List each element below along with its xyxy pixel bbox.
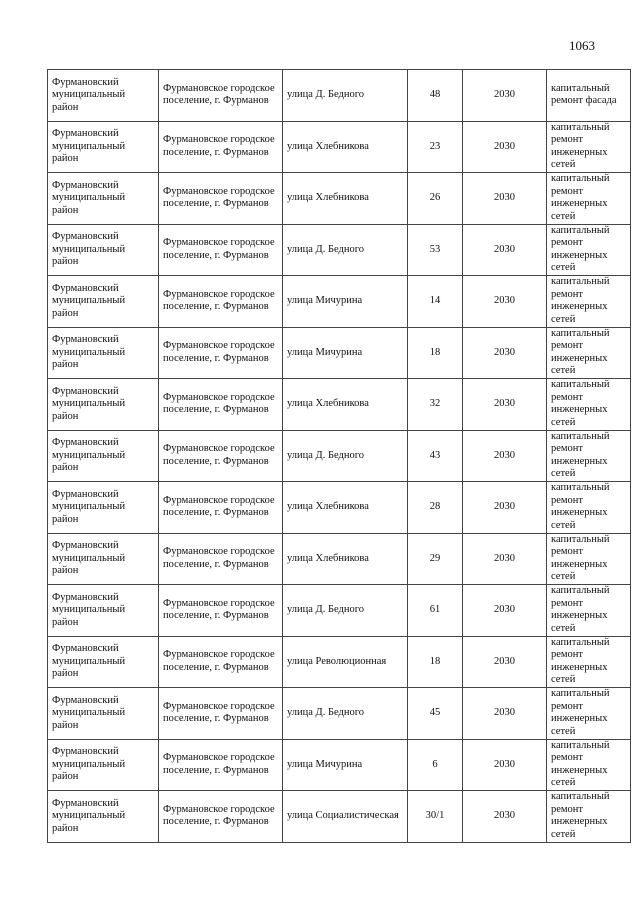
- work-type-cell: капитальный ремонт инженерных сетей: [547, 585, 631, 637]
- work-type-cell: капитальный ремонт инженерных сетей: [547, 121, 631, 173]
- street-cell: улица Хлебникова: [283, 121, 408, 173]
- settlement-cell: Фурмановское городское поселение, г. Фурманов: [159, 688, 283, 740]
- house-number-cell: 48: [408, 70, 463, 122]
- district-cell: Фурмановский муниципальный район: [48, 121, 159, 173]
- settlement-cell: Фурмановское городское поселение, г. Фурманов: [159, 482, 283, 534]
- work-type-cell: капитальный ремонт инженерных сетей: [547, 276, 631, 328]
- year-cell: 2030: [463, 791, 547, 843]
- house-number-cell: 28: [408, 482, 463, 534]
- table-row: [48, 121, 631, 173]
- district-cell: Фурмановский муниципальный район: [48, 739, 159, 791]
- street-cell: улица Д. Бедного: [283, 688, 408, 740]
- work-type-cell: капитальный ремонт инженерных сетей: [547, 327, 631, 379]
- street-cell: улица Мичурина: [283, 276, 408, 328]
- street-cell: улица Хлебникова: [283, 173, 408, 225]
- settlement-cell: Фурмановское городское поселение, г. Фурманов: [159, 327, 283, 379]
- house-number-cell: 53: [408, 224, 463, 276]
- table-row: [48, 224, 631, 276]
- work-type-cell: капитальный ремонт инженерных сетей: [547, 379, 631, 431]
- year-cell: 2030: [463, 276, 547, 328]
- table-row: [48, 585, 631, 637]
- settlement-cell: Фурмановское городское поселение, г. Фурманов: [159, 379, 283, 431]
- district-cell: Фурмановский муниципальный район: [48, 791, 159, 843]
- street-cell: улица Д. Бедного: [283, 224, 408, 276]
- work-type-cell: капитальный ремонт инженерных сетей: [547, 533, 631, 585]
- work-type-cell: капитальный ремонт инженерных сетей: [547, 173, 631, 225]
- year-cell: 2030: [463, 533, 547, 585]
- table-row: [48, 173, 631, 225]
- settlement-cell: Фурмановское городское поселение, г. Фурманов: [159, 70, 283, 122]
- settlement-cell: Фурмановское городское поселение, г. Фурманов: [159, 739, 283, 791]
- house-number-cell: 23: [408, 121, 463, 173]
- street-cell: улица Революционная: [283, 636, 408, 688]
- house-number-cell: 30/1: [408, 791, 463, 843]
- settlement-cell: Фурмановское городское поселение, г. Фурманов: [159, 173, 283, 225]
- district-cell: Фурмановский муниципальный район: [48, 688, 159, 740]
- year-cell: 2030: [463, 636, 547, 688]
- work-type-cell: капитальный ремонт инженерных сетей: [547, 430, 631, 482]
- work-type-cell: капитальный ремонт инженерных сетей: [547, 688, 631, 740]
- district-cell: Фурмановский муниципальный район: [48, 585, 159, 637]
- table-row: [48, 533, 631, 585]
- table-row: [48, 379, 631, 431]
- district-cell: Фурмановский муниципальный район: [48, 173, 159, 225]
- house-number-cell: 43: [408, 430, 463, 482]
- house-number-cell: 32: [408, 379, 463, 431]
- settlement-cell: Фурмановское городское поселение, г. Фурманов: [159, 585, 283, 637]
- table-row: [48, 276, 631, 328]
- work-type-cell: капитальный ремонт инженерных сетей: [547, 636, 631, 688]
- house-number-cell: 18: [408, 327, 463, 379]
- house-number-cell: 18: [408, 636, 463, 688]
- year-cell: 2030: [463, 585, 547, 637]
- table-row: [48, 739, 631, 791]
- year-cell: 2030: [463, 173, 547, 225]
- street-cell: улица Социалистическая: [283, 791, 408, 843]
- district-cell: Фурмановский муниципальный район: [48, 379, 159, 431]
- district-cell: Фурмановский муниципальный район: [48, 482, 159, 534]
- street-cell: улица Мичурина: [283, 739, 408, 791]
- year-cell: 2030: [463, 327, 547, 379]
- work-type-cell: капитальный ремонт инженерных сетей: [547, 739, 631, 791]
- street-cell: улица Д. Бедного: [283, 585, 408, 637]
- settlement-cell: Фурмановское городское поселение, г. Фурманов: [159, 533, 283, 585]
- street-cell: улица Хлебникова: [283, 379, 408, 431]
- district-cell: Фурмановский муниципальный район: [48, 327, 159, 379]
- street-cell: улица Хлебникова: [283, 533, 408, 585]
- page-number: 1063: [569, 38, 595, 53]
- table-row: [48, 688, 631, 740]
- district-cell: Фурмановский муниципальный район: [48, 224, 159, 276]
- year-cell: 2030: [463, 430, 547, 482]
- settlement-cell: Фурмановское городское поселение, г. Фурманов: [159, 636, 283, 688]
- house-number-cell: 26: [408, 173, 463, 225]
- year-cell: 2030: [463, 121, 547, 173]
- year-cell: 2030: [463, 224, 547, 276]
- table-row: [48, 636, 631, 688]
- year-cell: 2030: [463, 482, 547, 534]
- street-cell: улица Хлебникова: [283, 482, 408, 534]
- table-row: [48, 791, 631, 843]
- district-cell: Фурмановский муниципальный район: [48, 636, 159, 688]
- street-cell: улица Мичурина: [283, 327, 408, 379]
- table-body: [48, 70, 631, 843]
- table-row: [48, 327, 631, 379]
- district-cell: Фурмановский муниципальный район: [48, 430, 159, 482]
- year-cell: 2030: [463, 379, 547, 431]
- work-type-cell: капитальный ремонт фасада: [547, 70, 631, 122]
- street-cell: улица Д. Бедного: [283, 70, 408, 122]
- house-number-cell: 61: [408, 585, 463, 637]
- table-row: [48, 70, 631, 122]
- settlement-cell: Фурмановское городское поселение, г. Фурманов: [159, 430, 283, 482]
- house-number-cell: 29: [408, 533, 463, 585]
- settlement-cell: Фурмановское городское поселение, г. Фурманов: [159, 276, 283, 328]
- year-cell: 2030: [463, 70, 547, 122]
- street-cell: улица Д. Бедного: [283, 430, 408, 482]
- year-cell: 2030: [463, 688, 547, 740]
- settlement-cell: Фурмановское городское поселение, г. Фурманов: [159, 224, 283, 276]
- table-row: [48, 482, 631, 534]
- table-row: [48, 430, 631, 482]
- house-number-cell: 14: [408, 276, 463, 328]
- house-number-cell: 45: [408, 688, 463, 740]
- settlement-cell: Фурмановское городское поселение, г. Фурманов: [159, 791, 283, 843]
- settlement-cell: Фурмановское городское поселение, г. Фурманов: [159, 121, 283, 173]
- district-cell: Фурмановский муниципальный район: [48, 533, 159, 585]
- district-cell: Фурмановский муниципальный район: [48, 70, 159, 122]
- housing-repair-table: [47, 69, 631, 843]
- house-number-cell: 6: [408, 739, 463, 791]
- district-cell: Фурмановский муниципальный район: [48, 276, 159, 328]
- work-type-cell: капитальный ремонт инженерных сетей: [547, 791, 631, 843]
- work-type-cell: капитальный ремонт инженерных сетей: [547, 482, 631, 534]
- work-type-cell: капитальный ремонт инженерных сетей: [547, 224, 631, 276]
- year-cell: 2030: [463, 739, 547, 791]
